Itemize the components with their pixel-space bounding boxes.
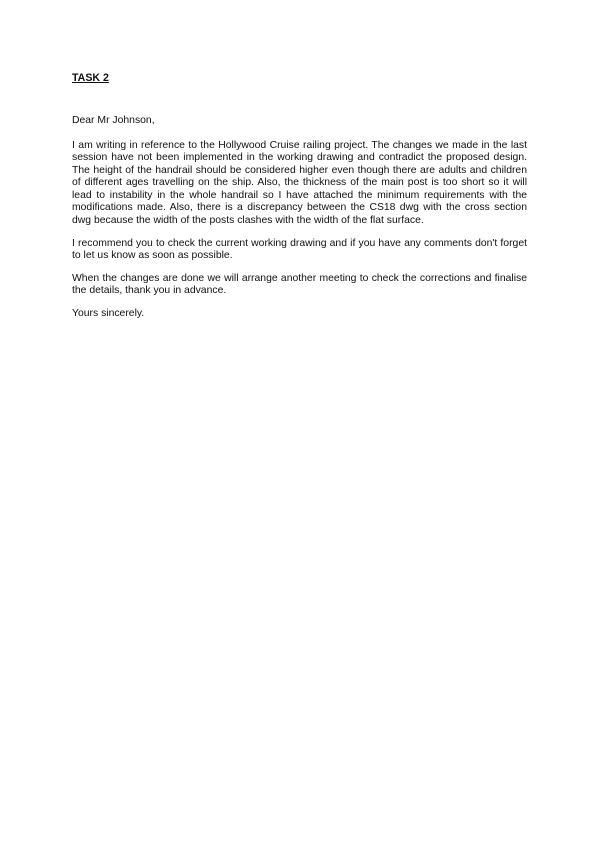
letter-body [72,72,527,321]
paragraph-railing-issues: I am writing in reference to the Hollywood Cruise railing project. The changes we made in the last session have not been implemented in the working drawing and contradict the proposed design. The height of the handrail should be considered higher even though there are adults and children of different ages travelling on the ship. Also, the thickness of the main post is too short so it will lead to instability in the whole handrail so I have attached the minimum requirements with the modifications made. Also, there is a discrepancy between the CS18 dwg with the cross section dwg because the width of the posts clashes with the width of the flat surface. [72,139,527,227]
paragraph-recommendation: I recommend you to check the current working drawing and if you have any comments don't forget to let us know as soon as possible. [72,237,527,262]
paragraph-next-meeting: When the changes are done we will arrange another meeting to check the corrections and finalise the details, thank you in advance. [72,272,527,297]
page-title: TASK 2 [72,72,109,84]
salutation: Dear Mr Johnson, [72,115,155,126]
closing: Yours sincerely. [72,308,145,320]
